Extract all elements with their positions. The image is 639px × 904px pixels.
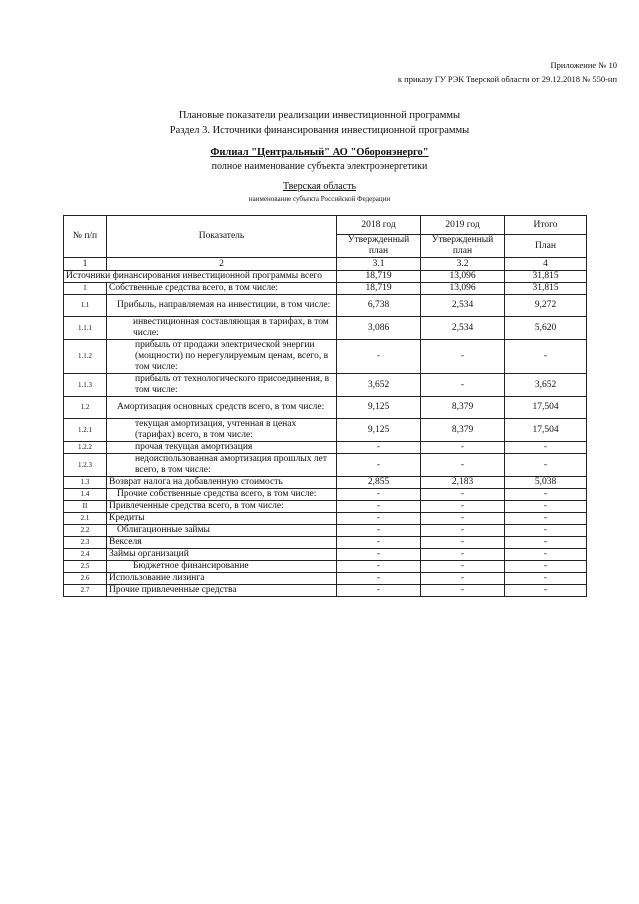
value-total: - [505,340,587,374]
row-indicator: Амортизация основных средств всего, в том числе: [107,397,337,419]
row-indicator: Кредиты [107,513,337,525]
table-row [64,419,587,442]
table-row [64,501,587,513]
value-2019: - [421,549,505,561]
value-2019: - [421,561,505,573]
value-2018: 6,738 [337,295,421,317]
table-row [64,442,587,454]
row-indicator: Прочие привлеченные средства [107,585,337,597]
value-total: 17,504 [505,397,587,419]
value-2018: - [337,340,421,374]
row-number: 2.2 [64,525,107,537]
value-total: - [505,489,587,501]
row-indicator: Собственные средства всего, в том числе: [107,283,337,295]
value-2018: - [337,561,421,573]
table-row [64,573,587,585]
value-total: - [505,525,587,537]
table-row [64,454,587,477]
value-2018: - [337,442,421,454]
value-2018: 2,855 [337,477,421,489]
value-2019: - [421,489,505,501]
row-indicator: Привлеченные средства всего, в том числе: [107,501,337,513]
row-number: 1.2.2 [64,442,107,454]
value-2019: 13,096 [421,271,505,283]
value-2019: 8,379 [421,397,505,419]
value-2018: 3,652 [337,374,421,397]
value-2018: - [337,501,421,513]
value-total: 5,620 [505,317,587,340]
title-line-1: Плановые показатели реализации инвестиционной программы [178,110,461,121]
table-row [64,537,587,549]
table-row [64,295,587,317]
row-indicator: прочая текущая амортизация [107,442,337,454]
row-number: I [64,283,107,295]
header-indicator: Показатель [107,216,337,258]
row-number: 2.1 [64,513,107,525]
row-indicator: Займы организаций [107,549,337,561]
row-indicator: Источники финансирования инвестиционной программы всего [64,271,337,283]
row-number: 1.2.3 [64,454,107,477]
value-total: 3,652 [505,374,587,397]
table-row [64,561,587,573]
row-indicator: Использование лизинга [107,573,337,585]
value-total: 9,272 [505,295,587,317]
row-indicator: недоиспользованная амортизация прошлых лет всего, в том числе: [107,454,337,477]
value-2018: - [337,489,421,501]
table-row [64,317,587,340]
value-2019: - [421,573,505,585]
row-number: 2.4 [64,549,107,561]
table-row [64,340,587,374]
value-2019: - [421,454,505,477]
value-2018: - [337,537,421,549]
value-total: - [505,537,587,549]
value-2019: 2,534 [421,295,505,317]
row-number: 1.1.1 [64,317,107,340]
table-row [64,489,587,501]
financing-sources-table [63,215,587,597]
column-number: 1 [64,258,107,271]
value-2019: - [421,537,505,549]
column-number: 3.1 [337,258,421,271]
value-total: - [505,585,587,597]
row-number: 1.1.2 [64,340,107,374]
value-2018: - [337,573,421,585]
row-number: 2.6 [64,573,107,585]
value-2019: 8,379 [421,419,505,442]
value-total: 31,815 [505,271,587,283]
value-2018: - [337,513,421,525]
value-2018: 18,719 [337,271,421,283]
value-2018: - [337,525,421,537]
region-caption: наименование субъекта Российской Федерации [248,195,391,203]
value-2019: - [421,513,505,525]
value-total: 5,038 [505,477,587,489]
value-total: - [505,561,587,573]
value-2019: - [421,374,505,397]
table-row [64,283,587,295]
document-title [0,108,639,138]
row-number: 1.2 [64,397,107,419]
column-number: 4 [505,258,587,271]
value-2018: 9,125 [337,397,421,419]
value-2018: - [337,585,421,597]
value-2019: 2,183 [421,477,505,489]
column-numbers-row [64,258,587,271]
row-number: 1.2.1 [64,419,107,442]
table-row [64,271,587,283]
row-indicator: Возврат налога на добавленную стоимость [107,477,337,489]
appendix-number: Приложение № 10 [550,60,617,70]
table-row [64,549,587,561]
value-total: - [505,442,587,454]
title-line-2: Раздел 3. Источники финансирования инвестиционной программы [169,125,470,136]
row-indicator: Облигационные займы [107,525,337,537]
value-2019: - [421,340,505,374]
value-2018: - [337,549,421,561]
row-number: 2.3 [64,537,107,549]
value-2019: - [421,585,505,597]
row-number: 1.1.3 [64,374,107,397]
table-row [64,525,587,537]
header-2018: 2018 год [337,216,421,235]
row-indicator: текущая амортизация, учтенная в ценах (тарифах) всего, в том числе: [107,419,337,442]
row-number: 2.5 [64,561,107,573]
table-row [64,374,587,397]
appendix-reference [398,58,617,86]
header-no: № п/п [64,216,107,258]
header-approved-plan-2018: Утвержденный план [337,235,421,258]
order-reference: к приказу ГУ РЭК Тверской области от 29.12.2018 № 550-нп [397,74,617,84]
value-2019: - [421,442,505,454]
region-name: Тверская область [282,181,357,192]
value-total: - [505,513,587,525]
row-number: II [64,501,107,513]
header-2019: 2019 год [421,216,505,235]
value-total: - [505,454,587,477]
row-indicator: прибыль от технологического присоединения, в том числе: [107,374,337,397]
value-2019: - [421,525,505,537]
value-total: - [505,501,587,513]
table-row [64,513,587,525]
header-plan: План [505,235,587,258]
row-indicator: Прочие собственные средства всего, в том числе: [107,489,337,501]
value-total: - [505,573,587,585]
table-row [64,397,587,419]
header-approved-plan-2019: Утвержденный план [421,235,505,258]
organization-caption: полное наименование субъекта электроэнергетики [211,161,428,172]
row-indicator: Векселя [107,537,337,549]
value-2018: 3,086 [337,317,421,340]
table-row [64,477,587,489]
header-total: Итого [505,216,587,235]
value-2019: - [421,501,505,513]
column-number: 3.2 [421,258,505,271]
row-indicator: инвестиционная составляющая в тарифах, в том числе: [107,317,337,340]
row-indicator: Прибыль, направляемая на инвестиции, в том числе: [107,295,337,317]
organization-name: Филиал "Центральный" АО "Оборонэнерго" [210,147,429,158]
value-2019: 2,534 [421,317,505,340]
row-indicator: прибыль от продажи электрической энергии (мощности) по нерегулируемым ценам, всего, в том числе: [107,340,337,374]
row-number: 1.1 [64,295,107,317]
table-row [64,585,587,597]
row-number: 2.7 [64,585,107,597]
row-number: 1.3 [64,477,107,489]
column-number: 2 [107,258,337,271]
value-total: 17,504 [505,419,587,442]
value-2019: 13,096 [421,283,505,295]
value-2018: 9,125 [337,419,421,442]
row-indicator: Бюджетное финансирование [107,561,337,573]
row-number: 1.4 [64,489,107,501]
value-total: - [505,549,587,561]
value-2018: 18,719 [337,283,421,295]
value-total: 31,815 [505,283,587,295]
value-2018: - [337,454,421,477]
